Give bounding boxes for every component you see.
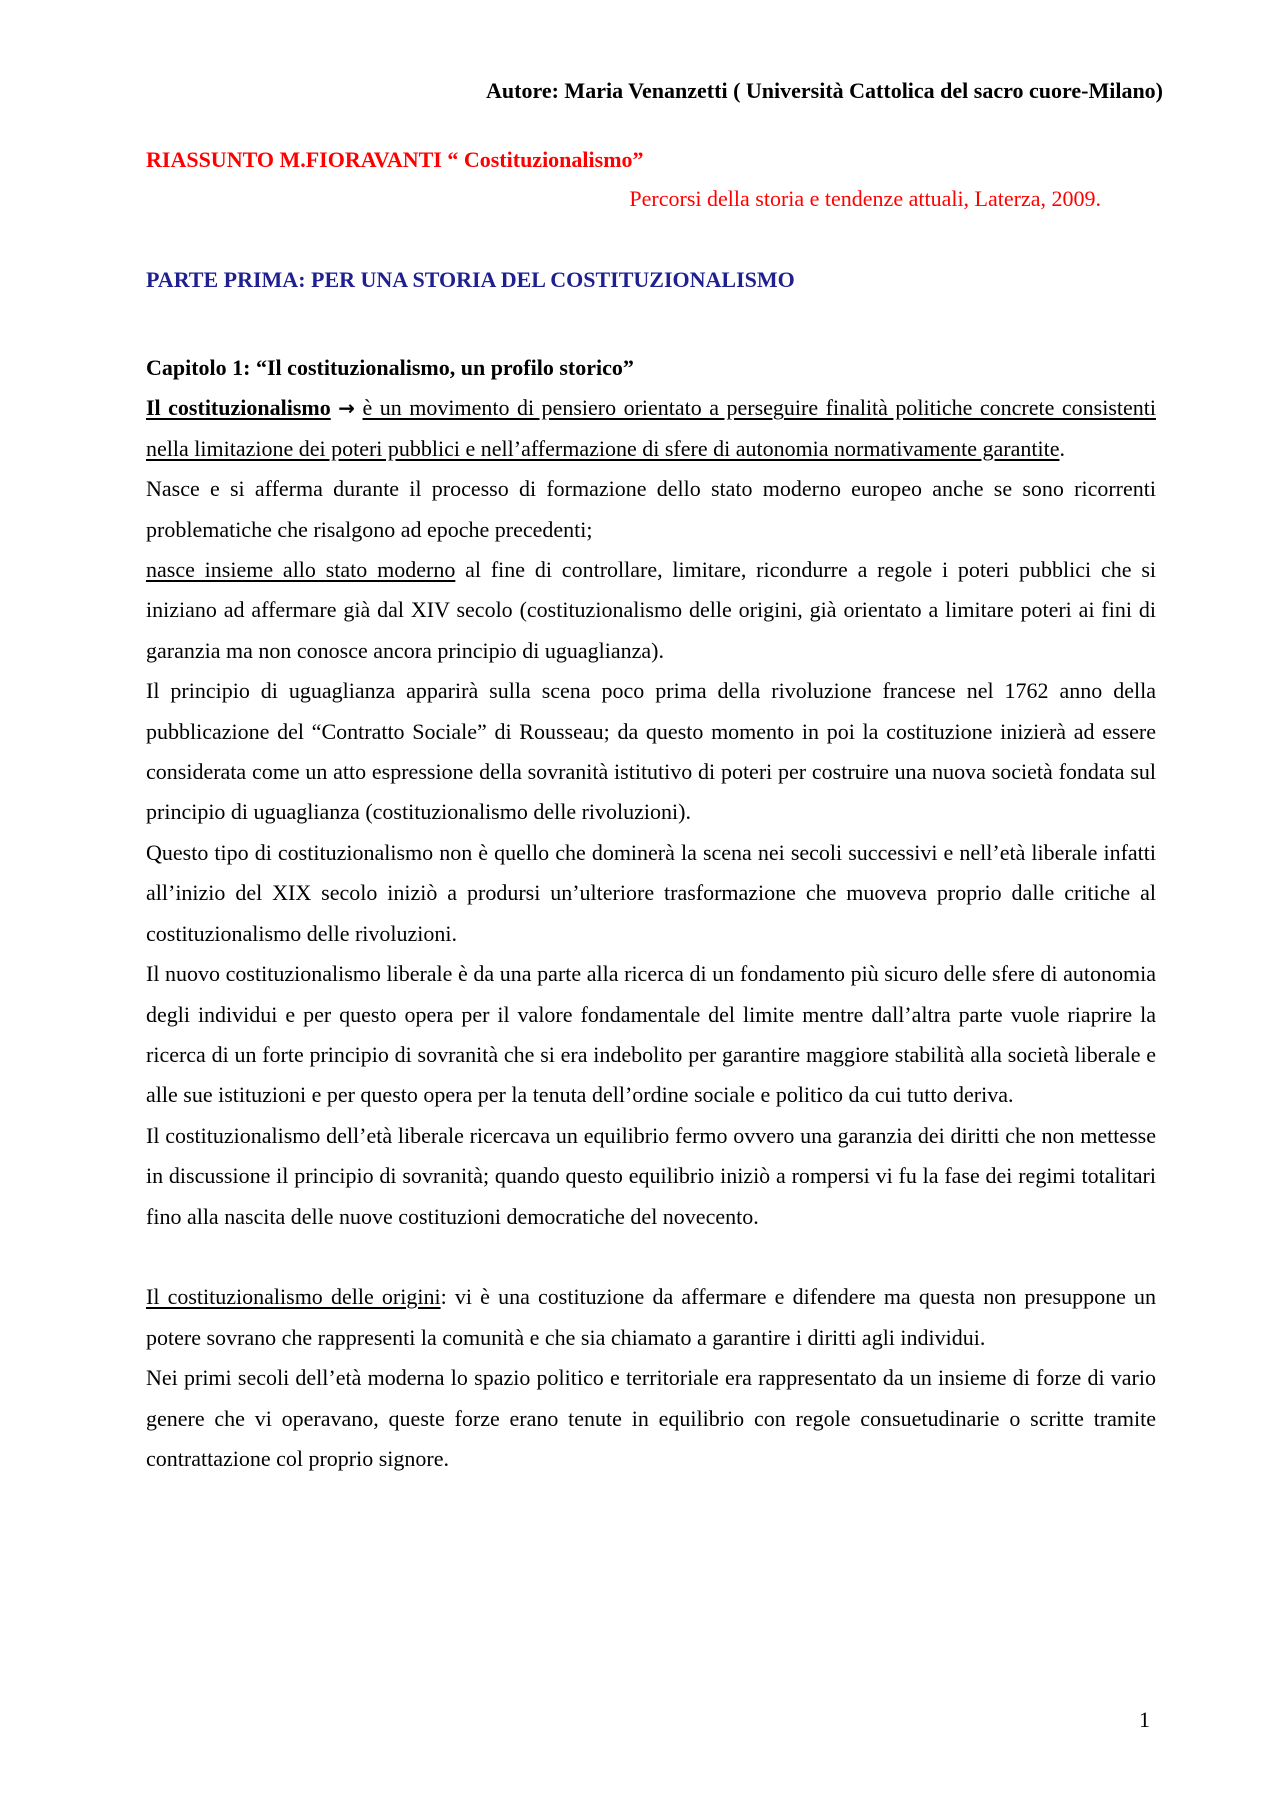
chapter-heading: Capitolo 1: “Il costituzionalismo, un profilo storico” xyxy=(146,355,634,380)
page-number: 1 xyxy=(1139,1707,1150,1732)
paragraph-text: : vi è una costituzione da affermare e difendere ma questa non presuppone un potere sovrano che rappresenti la comunità e che sia chiamato a garantire i diritti agli individui. xyxy=(146,1284,1156,1350)
definition-text: è un movimento di pensiero orientato a perseguire finalità politiche concrete consistenti nella limitazione dei poteri pubblici e nell’affermazione di sfere di autonomia normativamente garantite xyxy=(146,395,1156,461)
paragraph-equilibrium: Il costituzionalismo dell’età liberale ricercava un equilibrio fermo ovvero una garanzia dei diritti che non mettesse in discussione il principio di sovranità; quando questo equilibrio iniziò a rompersi vi fu la fase dei regimi totalitari fino alla nascita delle nuove costituzioni democratiche del novecento. xyxy=(146,1122,1156,1229)
author-line: Autore: Maria Venanzetti ( Università Cattolica del sacro cuore-Milano) xyxy=(486,78,1163,103)
document-body xyxy=(146,348,1156,1479)
paragraph-definition xyxy=(146,388,1156,469)
document-title: RIASSUNTO M.FIORAVANTI “ Costituzionalismo” xyxy=(146,147,644,172)
part-heading: PARTE PRIMA: PER UNA STORIA DEL COSTITUZIONALISMO xyxy=(146,267,795,292)
document-subtitle: Percorsi della storia e tendenze attuali, Laterza, 2009. xyxy=(629,186,1101,211)
paragraph-origins xyxy=(146,1277,1156,1358)
paragraph-liberal-age: Questo tipo di costituzionalismo non è quello che dominerà la scena nei secoli successivi e nell’età liberale infatti all’inizio del XIX secolo iniziò a prodursi un’ulteriore trasformazione che muoveva proprio dalle critiche al costituzionalismo delle rivoluzioni. xyxy=(146,839,1156,946)
paragraph-early-modern: Nei primi secoli dell’età moderna lo spazio politico e territoriale era rappresentato da un insieme di forze di vario genere che vi operavano, queste forze erano tenute in equilibrio con regole consuetudinarie o scritte tramite contrattazione col proprio signore. xyxy=(146,1365,1156,1471)
paragraph-equality: Il principio di uguaglianza apparirà sulla scena poco prima della rivoluzione francese nel 1762 anno della pubblicazione del “Contratto Sociale” di Rousseau; da questo momento in poi la costituzione inizierà ad essere considerata come un atto espressione della sovranità istitutivo di poteri per costruire una nuova società fondata sul principio di uguaglianza (costituzionalismo delle rivoluzioni). xyxy=(146,678,1156,825)
paragraph-text: al fine di controllare, limitare, ricondurre a regole i poteri pubblici che si iniziano ad affermare già dal XIV secolo (costituzionalismo delle origini, già orientato a limitare poteri ai fini di garanzia ma non conosce ancora principio di uguaglianza). xyxy=(146,557,1156,663)
paragraph-origin: Nasce e si afferma durante il processo di formazione dello stato moderno europeo anche se sono ricorrenti problematiche che risalgono ad epoche precedenti; xyxy=(146,476,1156,542)
paragraph-gap xyxy=(146,1237,1156,1277)
definition-period: . xyxy=(1059,435,1065,461)
paragraph-modern-state xyxy=(146,550,1156,671)
paragraph-liberal-constitutionalism: Il nuovo costituzionalismo liberale è da una parte alla ricerca di un fondamento più sicuro delle sfere di autonomia degli individui e per questo opera per il valore fondamentale del limite mentre dall’altra parte vuole riaprire la ricerca di un forte principio di sovranità che si era indebolito per garantire maggiore stabilità alla società liberale e alle sue istituzioni e per questo opera per la tenuta dell’ordine sociale e politico da cui tutto deriva. xyxy=(146,961,1156,1108)
underlined-phrase: nasce insieme allo stato moderno xyxy=(146,557,456,583)
underlined-phrase: Il costituzionalismo delle origini xyxy=(146,1284,441,1310)
defined-term: Il costituzionalismo xyxy=(146,395,331,421)
right-arrow-icon: → xyxy=(338,396,355,421)
